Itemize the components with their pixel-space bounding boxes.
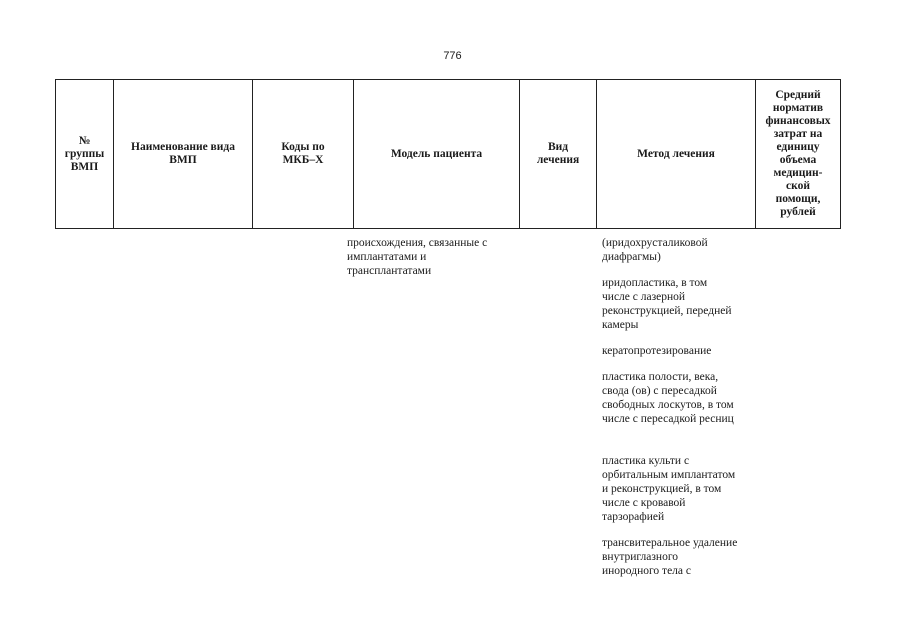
treatment-method-item: (иридохрусталиковой диафрагмы)	[602, 237, 708, 263]
treatment-method-column	[602, 236, 762, 590]
header-cost-norm: Средний норматив финансовых затрат на единицу объема медицин- ской помощи, рублей	[756, 80, 841, 229]
header-patient-model: Модель пациента	[354, 80, 520, 229]
header-vmp-name: Наименование вида ВМП	[114, 80, 253, 229]
treatment-method-item: пластика полости, века, свода (ов) с пересадкой свободных лоскутов, в том числе с пересадкой ресниц	[602, 371, 734, 425]
header-treatment-method: Метод лечения	[597, 80, 756, 229]
header-icd-codes: Коды по МКБ–Х	[253, 80, 354, 229]
treatment-method-item: иридопластика, в том числе с лазерной реконструкцией, передней камеры	[602, 277, 732, 331]
patient-model-column	[347, 236, 525, 278]
treatment-method-item: кератопротезирование	[602, 345, 712, 357]
header-table	[55, 79, 841, 229]
treatment-method-item: трансвитеральное удаление внутриглазного инородного тела с	[602, 537, 738, 577]
treatment-method-item: пластика культи с орбитальным имплантатом и реконструкцией, в том числе с кровавой тарзорафией	[602, 455, 736, 523]
page-number: 776	[443, 50, 462, 62]
header-treatment-type: Вид лечения	[520, 80, 597, 229]
header-group-number: № группы ВМП	[56, 80, 114, 229]
patient-model-text: происхождения, связанные с имплантатами и трансплантатами	[347, 237, 488, 277]
